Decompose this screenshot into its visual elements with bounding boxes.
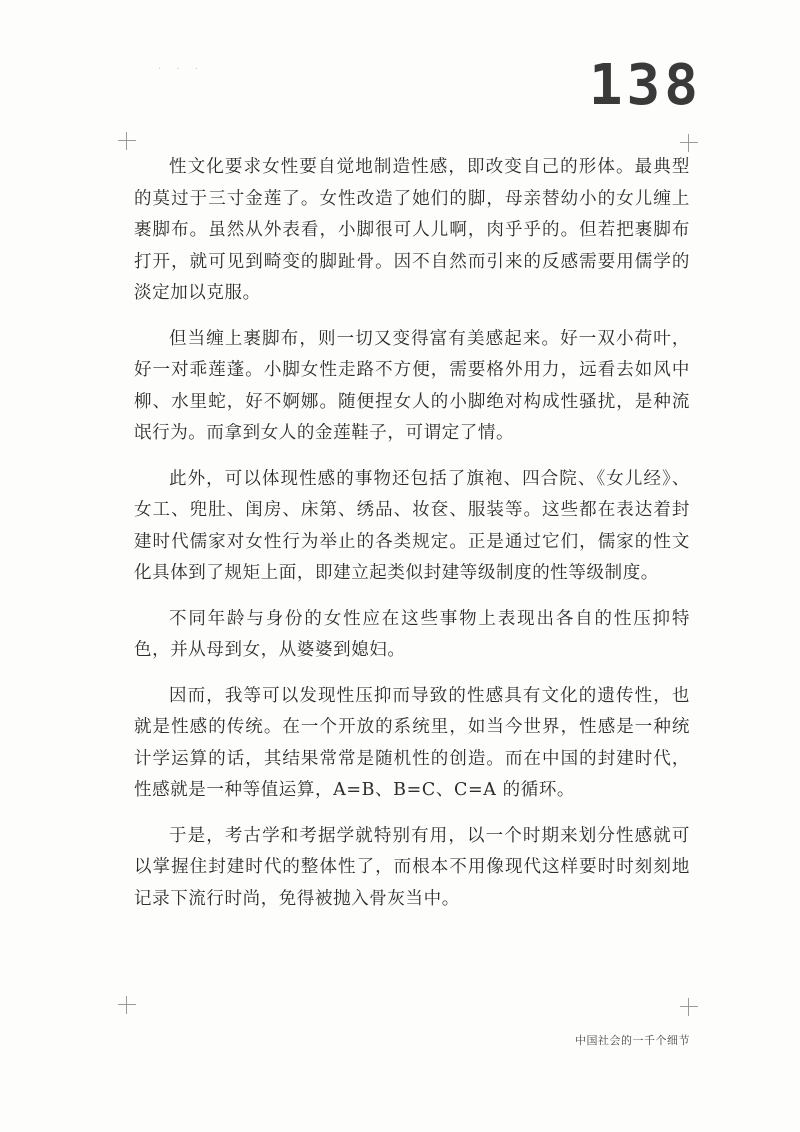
paragraph-1: 性文化要求女性要自觉地制造性感，即改变自己的形体。最典型的莫过于三寸金莲了。女性改造了她们的脚，母亲替幼小的女儿缠上裹脚布。虽然从外表看，小脚很可人儿啊，肉乎乎的。但若把裹脚布打开，就可见到畸变的脚趾骨。因不自然而引来的反感需要用儒学的淡定加以克服。 bbox=[134, 157, 690, 303]
paragraph-6: 于是，考古学和考据学就特别有用，以一个时期来划分性感就可以掌握住封建时代的整体性了，而根本不用像现代这样要时时刻刻地记录下流行时尚，免得被抛入骨灰当中。 bbox=[134, 825, 690, 909]
page-number: 138 bbox=[588, 53, 702, 118]
body-text bbox=[134, 152, 690, 929]
paragraph-3: 此外，可以体现性感的事物还包括了旗袍、四合院、《女儿经》、女工、兜肚、闺房、床第、绣品、妆奁、服装等。这些都在表达着封建时代儒家对女性行为举止的各类规定。正是通过它们，儒家的性文化具体到了规矩上面，即建立起类似封建等级制度的性等级制度。 bbox=[134, 468, 690, 583]
footer-book-title: 中国社会的一千个细节 bbox=[575, 1034, 690, 1047]
crop-mark-bottom-left-icon bbox=[118, 996, 136, 1014]
paragraph-5: 因而，我等可以发现性压抑而导致的性感具有文化的遗传性，也就是性感的传统。在一个开放的系统里，如当今世界，性感是一种统计学运算的话，其结果常常是随机性的创造。而在中国的封建时代，性感就是一种等值运算，A=B、B=C、C=A 的循环。 bbox=[134, 685, 690, 800]
paragraph-2: 但当缠上裹脚布，则一切又变得富有美感起来。好一双小荷叶，好一对乖莲蓬。小脚女性走路不方便，需要格外用力，远看去如风中柳、水里蛇，好不婀娜。随便捏女人的小脚绝对构成性骚扰，是种流氓行为。而拿到女人的金莲鞋子，可谓定了情。 bbox=[134, 328, 690, 443]
paragraph-4: 不同年龄与身份的女性应在这些事物上表现出各自的性压抑特色，并从母到女，从婆婆到媳妇。 bbox=[134, 608, 690, 660]
crop-mark-bottom-right-icon bbox=[680, 998, 698, 1016]
crop-mark-top-right-icon bbox=[680, 134, 698, 152]
crop-mark-top-left-icon bbox=[118, 132, 136, 150]
faint-header-mark: · · · bbox=[158, 64, 204, 75]
